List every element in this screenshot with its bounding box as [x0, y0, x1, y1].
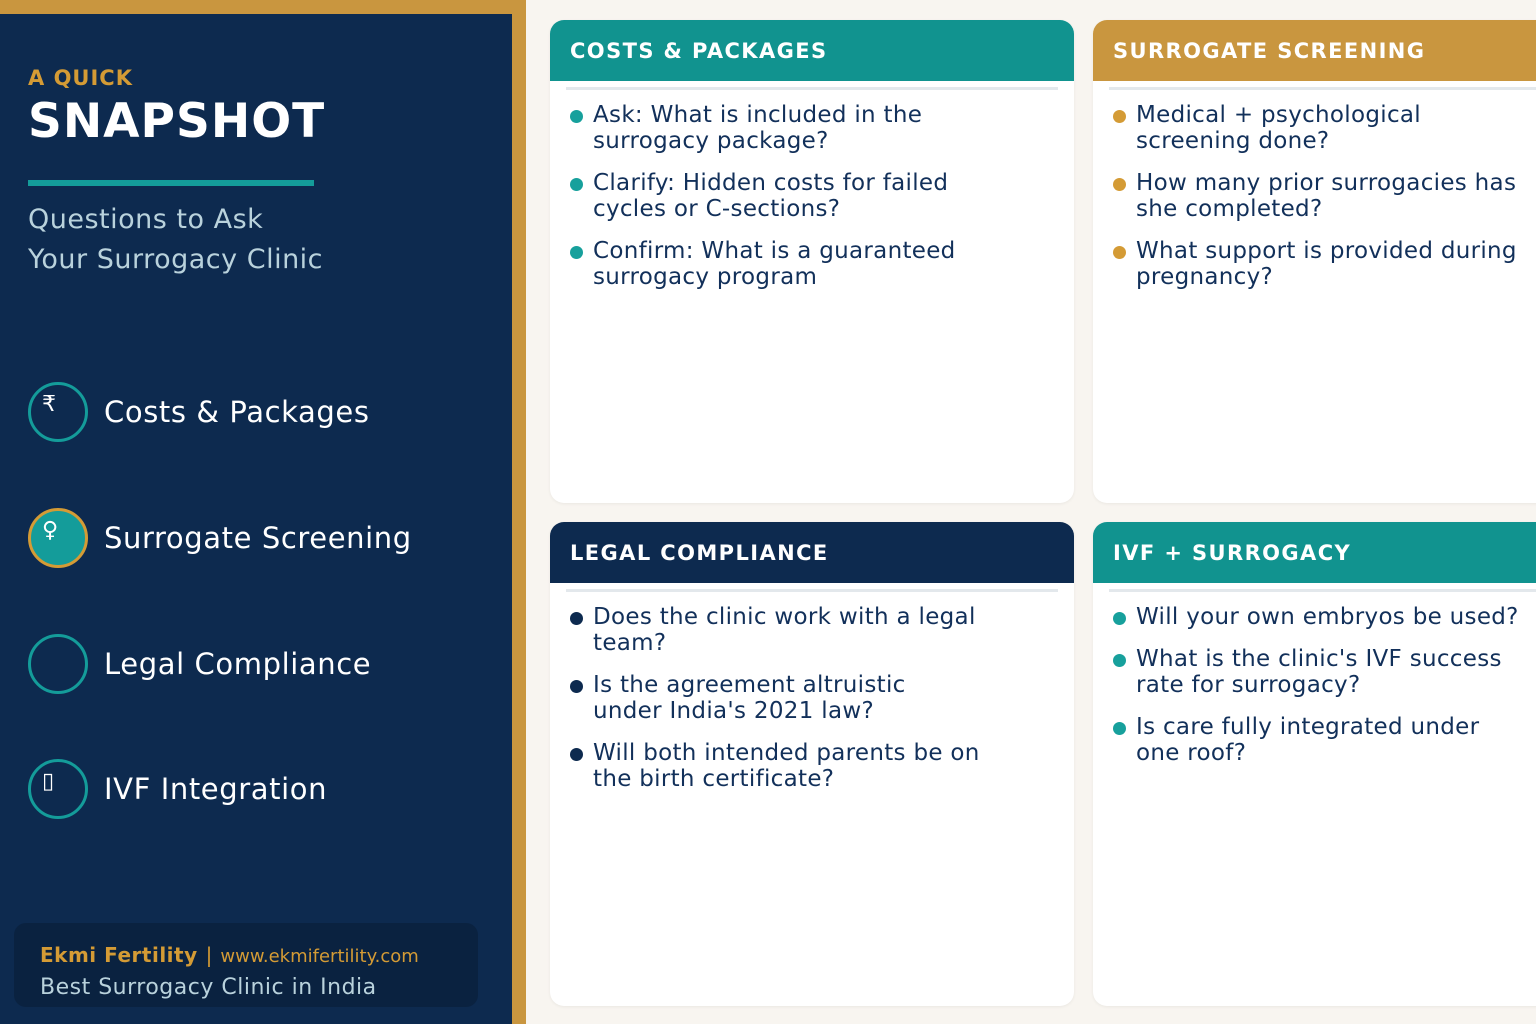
- list-item: [1113, 238, 1523, 290]
- card-legal-compliance: [550, 522, 1074, 1006]
- list-item: [1113, 646, 1523, 698]
- brand-name: Ekmi Fertility: [40, 943, 198, 967]
- bullet-icon: [570, 748, 583, 761]
- subtitle: Questions to Ask Your Surrogacy Clinic: [28, 204, 324, 275]
- list-item: [570, 238, 980, 290]
- question-text: Will both intended parents be on the birth certificate?: [593, 740, 980, 792]
- kicker: A QUICK: [28, 66, 133, 90]
- bullet-icon: [1113, 246, 1126, 259]
- bullet-icon: [1113, 654, 1126, 667]
- bullet-icon: [1113, 722, 1126, 735]
- nav-item-surrogate-screening[interactable]: [28, 507, 412, 569]
- website-link[interactable]: www.ekmifertility.com: [220, 946, 419, 967]
- question-text: What is the clinic's IVF success rate for surrogacy?: [1136, 646, 1502, 698]
- sidebar: [0, 0, 512, 1024]
- female-glyph: ♀: [42, 518, 59, 543]
- bullet-icon: [570, 110, 583, 123]
- question-text: What support is provided during pregnancy?: [1136, 238, 1517, 290]
- test-tube-glyph: ▯: [42, 769, 55, 794]
- footer-separator: |: [205, 943, 213, 967]
- nav-label: IVF Integration: [104, 772, 328, 806]
- scales-icon: [28, 634, 88, 694]
- page-title: SNAPSHOT: [28, 94, 326, 149]
- question-text: How many prior surrogacies has she completed?: [1136, 170, 1517, 222]
- card-costs-packages: [550, 20, 1074, 503]
- question-text: Does the clinic work with a legal team?: [593, 604, 976, 656]
- question-list: [550, 592, 1074, 792]
- card-header: COSTS & PACKAGES: [550, 20, 1074, 81]
- rupee-glyph: ₹: [42, 392, 56, 417]
- female-icon: [28, 508, 88, 568]
- nav-label: Costs & Packages: [104, 395, 370, 429]
- question-text: Confirm: What is a guaranteed surrogacy program: [593, 238, 956, 290]
- divider-bar: [512, 0, 526, 1024]
- list-item: [1113, 714, 1523, 766]
- card-header: SURROGATE SCREENING: [1093, 20, 1536, 81]
- nav-item-costs-packages[interactable]: [28, 381, 370, 443]
- bullet-icon: [570, 680, 583, 693]
- question-text: Is the agreement altruistic under India's 2021 law?: [593, 672, 906, 724]
- question-text: Will your own embryos be used?: [1136, 604, 1519, 630]
- list-item: [570, 170, 980, 222]
- list-item: [1113, 102, 1523, 154]
- question-list: [1093, 592, 1536, 766]
- footer-card: [14, 923, 478, 1007]
- card-surrogate-screening: [1093, 20, 1536, 503]
- list-item: [1113, 604, 1523, 630]
- nav-item-ivf-integration[interactable]: [28, 758, 327, 820]
- bullet-icon: [1113, 612, 1126, 625]
- question-list: [1093, 90, 1536, 290]
- bullet-icon: [1113, 178, 1126, 191]
- nav-label: Legal Compliance: [104, 647, 372, 681]
- nav-item-legal-compliance[interactable]: [28, 633, 371, 695]
- list-item: [570, 740, 980, 792]
- rupee-icon: [28, 382, 88, 442]
- list-item: [570, 102, 980, 154]
- card-header: IVF + SURROGACY: [1093, 522, 1536, 583]
- nav-label: Surrogate Screening: [104, 521, 412, 555]
- question-text: Ask: What is included in the surrogacy package?: [593, 102, 923, 154]
- question-list: [550, 90, 1074, 290]
- footer-tagline: Best Surrogacy Clinic in India: [40, 975, 377, 1000]
- list-item: [570, 672, 980, 724]
- list-item: [570, 604, 980, 656]
- title-underline: [28, 180, 314, 186]
- card-header: LEGAL COMPLIANCE: [550, 522, 1074, 583]
- question-text: Is care fully integrated under one roof?: [1136, 714, 1480, 766]
- card-ivf-surrogacy: [1093, 522, 1536, 1006]
- list-item: [1113, 170, 1523, 222]
- bullet-icon: [570, 178, 583, 191]
- test-tube-icon: [28, 759, 88, 819]
- bullet-icon: [570, 246, 583, 259]
- bullet-icon: [1113, 110, 1126, 123]
- bullet-icon: [570, 612, 583, 625]
- question-text: Medical + psychological screening done?: [1136, 102, 1421, 154]
- question-text: Clarify: Hidden costs for failed cycles or C-sections?: [593, 170, 949, 222]
- footer-brand-line: [40, 943, 419, 967]
